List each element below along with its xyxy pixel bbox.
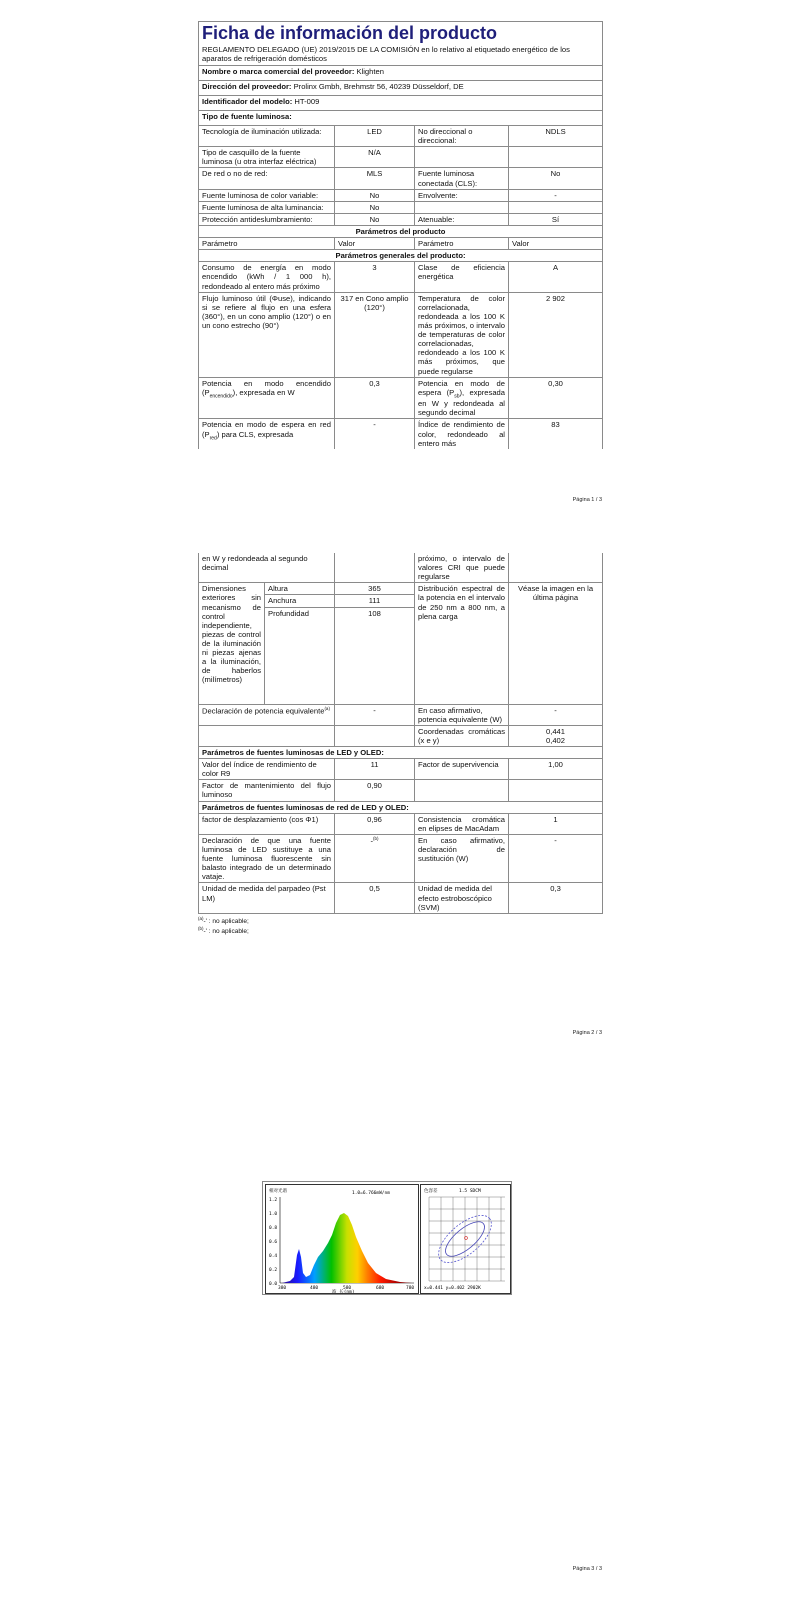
value-cell: 0,5 bbox=[335, 883, 415, 913]
param-cell: En caso afirmativo, declaración de sustitución (W) bbox=[415, 834, 509, 883]
param-cell: De red o no de red: bbox=[199, 168, 335, 189]
value-cell: No bbox=[335, 213, 415, 225]
param-cell: Temperatura de color correlacionada, redondeada a los 100 K más próximos, o intervalo de temperaturas de color correlacionadas, redondeado a los 100 K más próximos, que puede regularse bbox=[415, 292, 509, 377]
param-cell: Flujo luminoso útil (Φuse), indicando si se refiere al flujo en una esfera (360°), en un cono amplio (120°) o en un cono estrecho (90°) bbox=[199, 292, 335, 377]
coord-y: 0,402 bbox=[546, 735, 566, 745]
value-cell: N/A bbox=[335, 147, 415, 168]
table-row bbox=[199, 780, 603, 801]
spectrum-curve bbox=[282, 1213, 412, 1283]
param-cell: En caso afirmativo, potencia equivalente (W) bbox=[415, 704, 509, 725]
x-tick: 580 bbox=[343, 1286, 352, 1291]
value-cell: No bbox=[335, 189, 415, 201]
y-tick: 0.2 bbox=[269, 1268, 278, 1273]
column-header: Parámetro bbox=[415, 238, 509, 250]
footnote-a: $^{(a)}$-' : no aplicable; bbox=[198, 915, 249, 925]
param-cell: Índice de rendimiento de color, redondeado al entero más bbox=[415, 419, 509, 449]
param-cell: Unidad de medida del parpadeo (Pst LM) bbox=[199, 883, 335, 913]
spectrum-svg bbox=[266, 1185, 418, 1293]
value-cell: LED bbox=[335, 126, 415, 147]
address-value: Prolinx Gmbh, Brehmstr 56, 40239 Düsseldorf, DE bbox=[293, 82, 464, 92]
value-cell: A bbox=[509, 262, 603, 292]
param-cell bbox=[415, 780, 509, 801]
x-tick: 480 bbox=[310, 1286, 319, 1291]
page-2 bbox=[198, 553, 602, 937]
spectral-distribution-value: Véase la imagen en la última página bbox=[509, 583, 603, 704]
value-cell: 0,90 bbox=[335, 780, 415, 801]
dimension-name: Anchura bbox=[265, 595, 335, 607]
table-row bbox=[199, 377, 603, 419]
dimension-name: Profundidad bbox=[265, 607, 335, 704]
value-cell: 0,96 bbox=[335, 813, 415, 834]
param-cell: en W y redondeada al segundo decimal bbox=[199, 553, 335, 583]
spectrum-x-label: 波 长(nm) bbox=[332, 1290, 355, 1293]
page-1 bbox=[198, 21, 602, 449]
column-header: Valor bbox=[335, 238, 415, 250]
table-row bbox=[199, 704, 603, 725]
param-cell: Potencia en modo de espera en red $(P_{red})$ para CLS, expresada bbox=[199, 419, 335, 449]
value-cell: - bbox=[509, 704, 603, 725]
footnote-b: $^{(b)}$-' : no aplicable; bbox=[198, 926, 249, 936]
param-cell: factor de desplazamiento (cos Φ1) bbox=[199, 813, 335, 834]
value-cell: 0,30 bbox=[509, 377, 603, 419]
macadam-ellipse-chart bbox=[420, 1184, 511, 1294]
supplier-label: Nombre o marca comercial del proveedor: bbox=[202, 67, 355, 77]
ellipse-coords-label: x=0.441 y=0.402 2902K bbox=[424, 1286, 481, 1291]
param-cell: Potencia en modo encendido $(P_{encendido})$, expresada en W bbox=[199, 377, 335, 419]
light-source-type-label: Tipo de fuente luminosa: bbox=[199, 111, 603, 126]
ellipse-sdcm-label: 1.5 SDCM bbox=[459, 1189, 481, 1194]
table-row bbox=[199, 262, 603, 292]
x-tick: 780 bbox=[406, 1286, 415, 1291]
param-cell: Declaración de que una fuente luminosa de LED sustituye a una fuente luminosa fluorescente sin balasto integrado de un determinado vataje. bbox=[199, 834, 335, 883]
table-row bbox=[199, 168, 603, 189]
spectrum-peak-label: 1.0=6.766mW/nm bbox=[352, 1191, 390, 1196]
value-cell: 2 902 bbox=[509, 292, 603, 377]
param-cell: Envolvente: bbox=[415, 189, 509, 201]
value-cell: - bbox=[509, 834, 603, 883]
x-tick: 680 bbox=[376, 1286, 385, 1291]
param-cell: Unidad de medida del efecto estroboscópico (SVM) bbox=[415, 883, 509, 913]
mains-led-params-header: Parámetros de fuentes luminosas de red de LED y OLED: bbox=[199, 801, 603, 813]
table-row bbox=[199, 292, 603, 377]
dimensions-label: Dimensiones exteriores sin mecanismo de control independiente, piezas de control de la iluminación ni piezas ajenas a la iluminación, de haberlos (milímetros) bbox=[199, 583, 265, 704]
param-cell: Factor de supervivencia bbox=[415, 759, 509, 780]
param-cell: Fuente luminosa conectada (CLS): bbox=[415, 168, 509, 189]
dimension-name: Altura bbox=[265, 583, 335, 595]
table-row bbox=[199, 213, 603, 225]
model-value: HT-009 bbox=[294, 97, 320, 107]
spectrum-figure bbox=[262, 1181, 512, 1295]
value-cell bbox=[335, 725, 415, 746]
document-title: Ficha de información del producto bbox=[202, 23, 498, 43]
table-row bbox=[199, 126, 603, 147]
param-cell: Declaración de potencia equivalente$^{(a)}$ bbox=[199, 704, 335, 725]
param-cell: Valor del índice de rendimiento de color R9 bbox=[199, 759, 335, 780]
param-cell: Clase de eficiencia energética bbox=[415, 262, 509, 292]
value-cell: 317 en Cono amplio (120°) bbox=[335, 292, 415, 377]
param-cell bbox=[415, 147, 509, 168]
table-row bbox=[199, 201, 603, 213]
param-cell: Fuente luminosa de color variable: bbox=[199, 189, 335, 201]
spectral-distribution-label: Distribución espectral de la potencia en el intervalo de 250 nm a 800 nm, a plena carga bbox=[415, 583, 509, 704]
value-cell: No bbox=[335, 201, 415, 213]
page-number: Página 3 / 3 bbox=[572, 1566, 602, 1572]
column-header: Parámetro bbox=[199, 238, 335, 250]
param-cell: Potencia en modo de espera $(P_{sb})$, expresada en W y redondeada al segundo decimal bbox=[415, 377, 509, 419]
param-cell: Fuente luminosa de alta luminancia: bbox=[199, 201, 335, 213]
ellipse-svg bbox=[421, 1185, 510, 1293]
table-row bbox=[199, 583, 603, 595]
table-row bbox=[199, 147, 603, 168]
param-cell: Tecnología de iluminación utilizada: bbox=[199, 126, 335, 147]
value-cell: MLS bbox=[335, 168, 415, 189]
value-cell bbox=[509, 725, 603, 746]
table-row bbox=[199, 813, 603, 834]
value-cell: - bbox=[509, 189, 603, 201]
address-label: Dirección del proveedor: bbox=[202, 82, 292, 92]
dimension-value: 365 bbox=[335, 583, 415, 595]
coord-x: 0,441 bbox=[546, 726, 566, 736]
value-cell: 11 bbox=[335, 759, 415, 780]
spectrum-title: 相对光谱 bbox=[269, 1189, 287, 1194]
column-header: Valor bbox=[509, 238, 603, 250]
value-cell: 1,00 bbox=[509, 759, 603, 780]
regulation-text: REGLAMENTO DELEGADO (UE) 2019/2015 DE LA COMISIÓN en lo relativo al etiquetado energético de los aparatos de refrigeración domésticos bbox=[202, 44, 570, 63]
value-cell: 3 bbox=[335, 262, 415, 292]
table-row bbox=[199, 419, 603, 449]
y-tick: 0.8 bbox=[269, 1226, 278, 1231]
param-cell: Tipo de casquillo de la fuente luminosa (u otra interfaz eléctrica) bbox=[199, 147, 335, 168]
param-cell: Consumo de energía en modo encendido (kWh / 1 000 h), redondeado al entero más próximo bbox=[199, 262, 335, 292]
y-tick: 1.2 bbox=[269, 1198, 278, 1203]
product-info-table-page-1 bbox=[198, 21, 603, 449]
param-cell: Consistencia cromática en elipses de MacAdam bbox=[415, 813, 509, 834]
x-tick: 380 bbox=[278, 1286, 287, 1291]
model-label: Identificador del modelo: bbox=[202, 97, 293, 107]
value-cell bbox=[509, 201, 603, 213]
product-params-header: Parámetros del producto bbox=[199, 226, 603, 238]
dimension-value: 111 bbox=[335, 595, 415, 607]
dimension-value: 108 bbox=[335, 607, 415, 704]
value-cell bbox=[509, 553, 603, 583]
param-cell bbox=[199, 725, 335, 746]
supplier-value: Klighten bbox=[356, 67, 384, 77]
product-info-table-page-2 bbox=[198, 553, 603, 914]
value-cell bbox=[509, 780, 603, 801]
y-axis-ticks bbox=[269, 1197, 277, 1287]
param-cell: Atenuable: bbox=[415, 213, 509, 225]
page-number: Página 1 / 3 bbox=[572, 497, 602, 503]
param-cell: Coordenadas cromáticas (x e y) bbox=[415, 725, 509, 746]
table-row bbox=[199, 725, 603, 746]
value-cell: NDLS bbox=[509, 126, 603, 147]
value-cell: 1 bbox=[509, 813, 603, 834]
value-cell bbox=[509, 147, 603, 168]
value-cell: No bbox=[509, 168, 603, 189]
footnotes bbox=[198, 916, 602, 937]
y-tick: 1.0 bbox=[269, 1212, 278, 1217]
page-number: Página 2 / 3 bbox=[572, 1030, 602, 1036]
y-tick: 0.6 bbox=[269, 1240, 278, 1245]
table-row bbox=[199, 189, 603, 201]
value-cell: - bbox=[335, 704, 415, 725]
value-cell: Sí bbox=[509, 213, 603, 225]
general-params-header: Parámetros generales del producto: bbox=[199, 250, 603, 262]
table-row bbox=[199, 759, 603, 780]
param-cell: próximo, o intervalo de valores CRI que puede regularse bbox=[415, 553, 509, 583]
value-cell: - bbox=[335, 419, 415, 449]
ellipse-title: 色容差 bbox=[424, 1189, 438, 1194]
y-tick: 0.4 bbox=[269, 1254, 278, 1259]
param-cell: No direccional o direccional: bbox=[415, 126, 509, 147]
param-cell: Factor de mantenimiento del flujo luminoso bbox=[199, 780, 335, 801]
y-tick: 0.0 bbox=[269, 1282, 278, 1287]
value-cell: 83 bbox=[509, 419, 603, 449]
table-row bbox=[199, 834, 603, 883]
value-cell: -$^{(b)}$ bbox=[335, 834, 415, 883]
table-row bbox=[199, 553, 603, 583]
led-params-header: Parámetros de fuentes luminosas de LED y OLED: bbox=[199, 746, 603, 758]
column-header-row bbox=[199, 238, 603, 250]
param-cell bbox=[415, 201, 509, 213]
spectral-power-chart bbox=[265, 1184, 419, 1294]
param-cell: Protección antideslumbramiento: bbox=[199, 213, 335, 225]
value-cell: 0,3 bbox=[509, 883, 603, 913]
value-cell bbox=[335, 553, 415, 583]
value-cell: 0,3 bbox=[335, 377, 415, 419]
table-row bbox=[199, 883, 603, 913]
